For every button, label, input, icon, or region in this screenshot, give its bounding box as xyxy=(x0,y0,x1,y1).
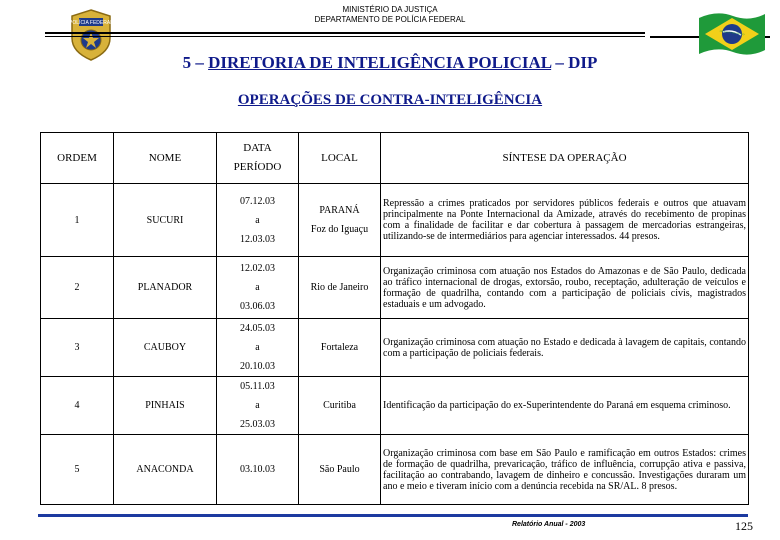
date-end: 25.03.03 xyxy=(240,419,275,430)
header-nome: NOME xyxy=(114,133,217,184)
local-line2: Foz do Iguaçu xyxy=(310,224,369,235)
badge-text: POLÍCIA FEDERAL xyxy=(69,20,113,26)
cell-date xyxy=(217,257,299,319)
title-main: DIRETORIA DE INTELIGÊNCIA POLICIAL xyxy=(208,53,552,72)
header-rule xyxy=(45,32,645,34)
table-row xyxy=(41,319,749,377)
cell-ordem: 1 xyxy=(41,184,114,257)
date-start: 24.05.03 xyxy=(240,323,275,334)
footer-rule xyxy=(38,514,748,517)
cell-sintese: Organização criminosa com base em São Paulo e ramificação em outros Estados: crimes de formação de quadrilha, prevaricação, tráfico de influência, corrupção ativa e passiva, facilitação ao contrabando, lavagem de dinheiro e concussão. Investigações duraram um ano e meio e tiveram início com a denúncia recebida na SR/AL. 8 presos. xyxy=(381,435,749,505)
date-start: 12.02.03 xyxy=(240,263,275,274)
cell-nome: ANACONDA xyxy=(114,435,217,505)
local-line1: PARANÁ xyxy=(319,205,360,216)
department-name: DEPARTAMENTO DE POLÍCIA FEDERAL xyxy=(314,15,466,24)
cell-nome: PLANADOR xyxy=(114,257,217,319)
cell-local xyxy=(299,184,381,257)
header-ordem: ORDEM xyxy=(41,133,114,184)
page-subtitle: OPERAÇÕES DE CONTRA-INTELIGÊNCIA xyxy=(237,92,543,108)
cell-local: São Paulo xyxy=(299,435,381,505)
cell-ordem: 5 xyxy=(41,435,114,505)
cell-sintese: Organização criminosa com atuação nos Estados do Amazonas e de São Paulo, dedicada ao tráfico internacional de drogas, extorsão, roubo, receptação, adulteração de veículos e formação de quadrilha, contando com a participação de policiais civis, magistrados estaduais e um advogado. xyxy=(381,257,749,319)
cell-nome: SUCURI xyxy=(114,184,217,257)
header-sintese: SÍNTESE DA OPERAÇÃO xyxy=(381,133,749,184)
cell-ordem: 2 xyxy=(41,257,114,319)
cell-date xyxy=(217,184,299,257)
date-start: 05.11.03 xyxy=(240,381,275,392)
cell-date: 03.10.03 xyxy=(217,435,299,505)
title-suffix: – DIP xyxy=(555,53,598,72)
cell-nome: PINHAIS xyxy=(114,377,217,435)
report-label: Relatório Anual - 2003 xyxy=(512,521,586,528)
title-number: 5 – xyxy=(182,53,204,72)
operations-table xyxy=(40,132,749,505)
date-start: 07.12.03 xyxy=(240,195,275,207)
date-sep: a xyxy=(255,282,260,293)
date-end: 12.03.03 xyxy=(240,233,275,245)
table-header-row xyxy=(41,133,749,184)
date-end: 03.06.03 xyxy=(240,301,275,312)
table-row xyxy=(41,435,749,505)
header-data-line1: DATA xyxy=(243,142,272,154)
date-sep: a xyxy=(255,342,260,353)
page-title xyxy=(0,53,780,73)
cell-sintese: Repressão a crimes praticados por servidores públicos federais e outros que atuavam principalmente na Ponte Internacional da Amizade, através do recebimento de propinas com a finalidade de facilitar e dar cobertura à passagem de mercadorias estrangeiras, utilizando-se de intermediários para agenciar interessados. 44 presos. xyxy=(381,184,749,257)
flag-motto: ORDEM E PROGRESSO xyxy=(719,30,745,37)
cell-local: Rio de Janeiro xyxy=(299,257,381,319)
table-row xyxy=(41,184,749,257)
cell-sintese: Identificação da participação do ex-Superintendente do Paraná em esquema criminoso. xyxy=(381,377,749,435)
page-number: 125 xyxy=(735,519,753,533)
cell-local: Curitiba xyxy=(299,377,381,435)
date-sep: a xyxy=(255,400,260,411)
cell-ordem: 4 xyxy=(41,377,114,435)
header-rule-thin xyxy=(45,36,645,37)
cell-nome: CAUBOY xyxy=(114,319,217,377)
date-end: 20.10.03 xyxy=(240,361,275,372)
table-row xyxy=(41,257,749,319)
cell-sintese: Organização criminosa com atuação no Estado e dedicada à lavagem de capitais, contando com a participação de policiais federais. xyxy=(381,319,749,377)
header-local: LOCAL xyxy=(299,133,381,184)
header-data-line2: PERÍODO xyxy=(233,161,282,173)
cell-local: Fortaleza xyxy=(299,319,381,377)
cell-date xyxy=(217,319,299,377)
cell-date xyxy=(217,377,299,435)
cell-ordem: 3 xyxy=(41,319,114,377)
header-data xyxy=(217,133,299,184)
ministry-name: MINISTÉRIO DA JUSTIÇA xyxy=(342,5,438,14)
table-row xyxy=(41,377,749,435)
date-sep: a xyxy=(255,214,260,226)
